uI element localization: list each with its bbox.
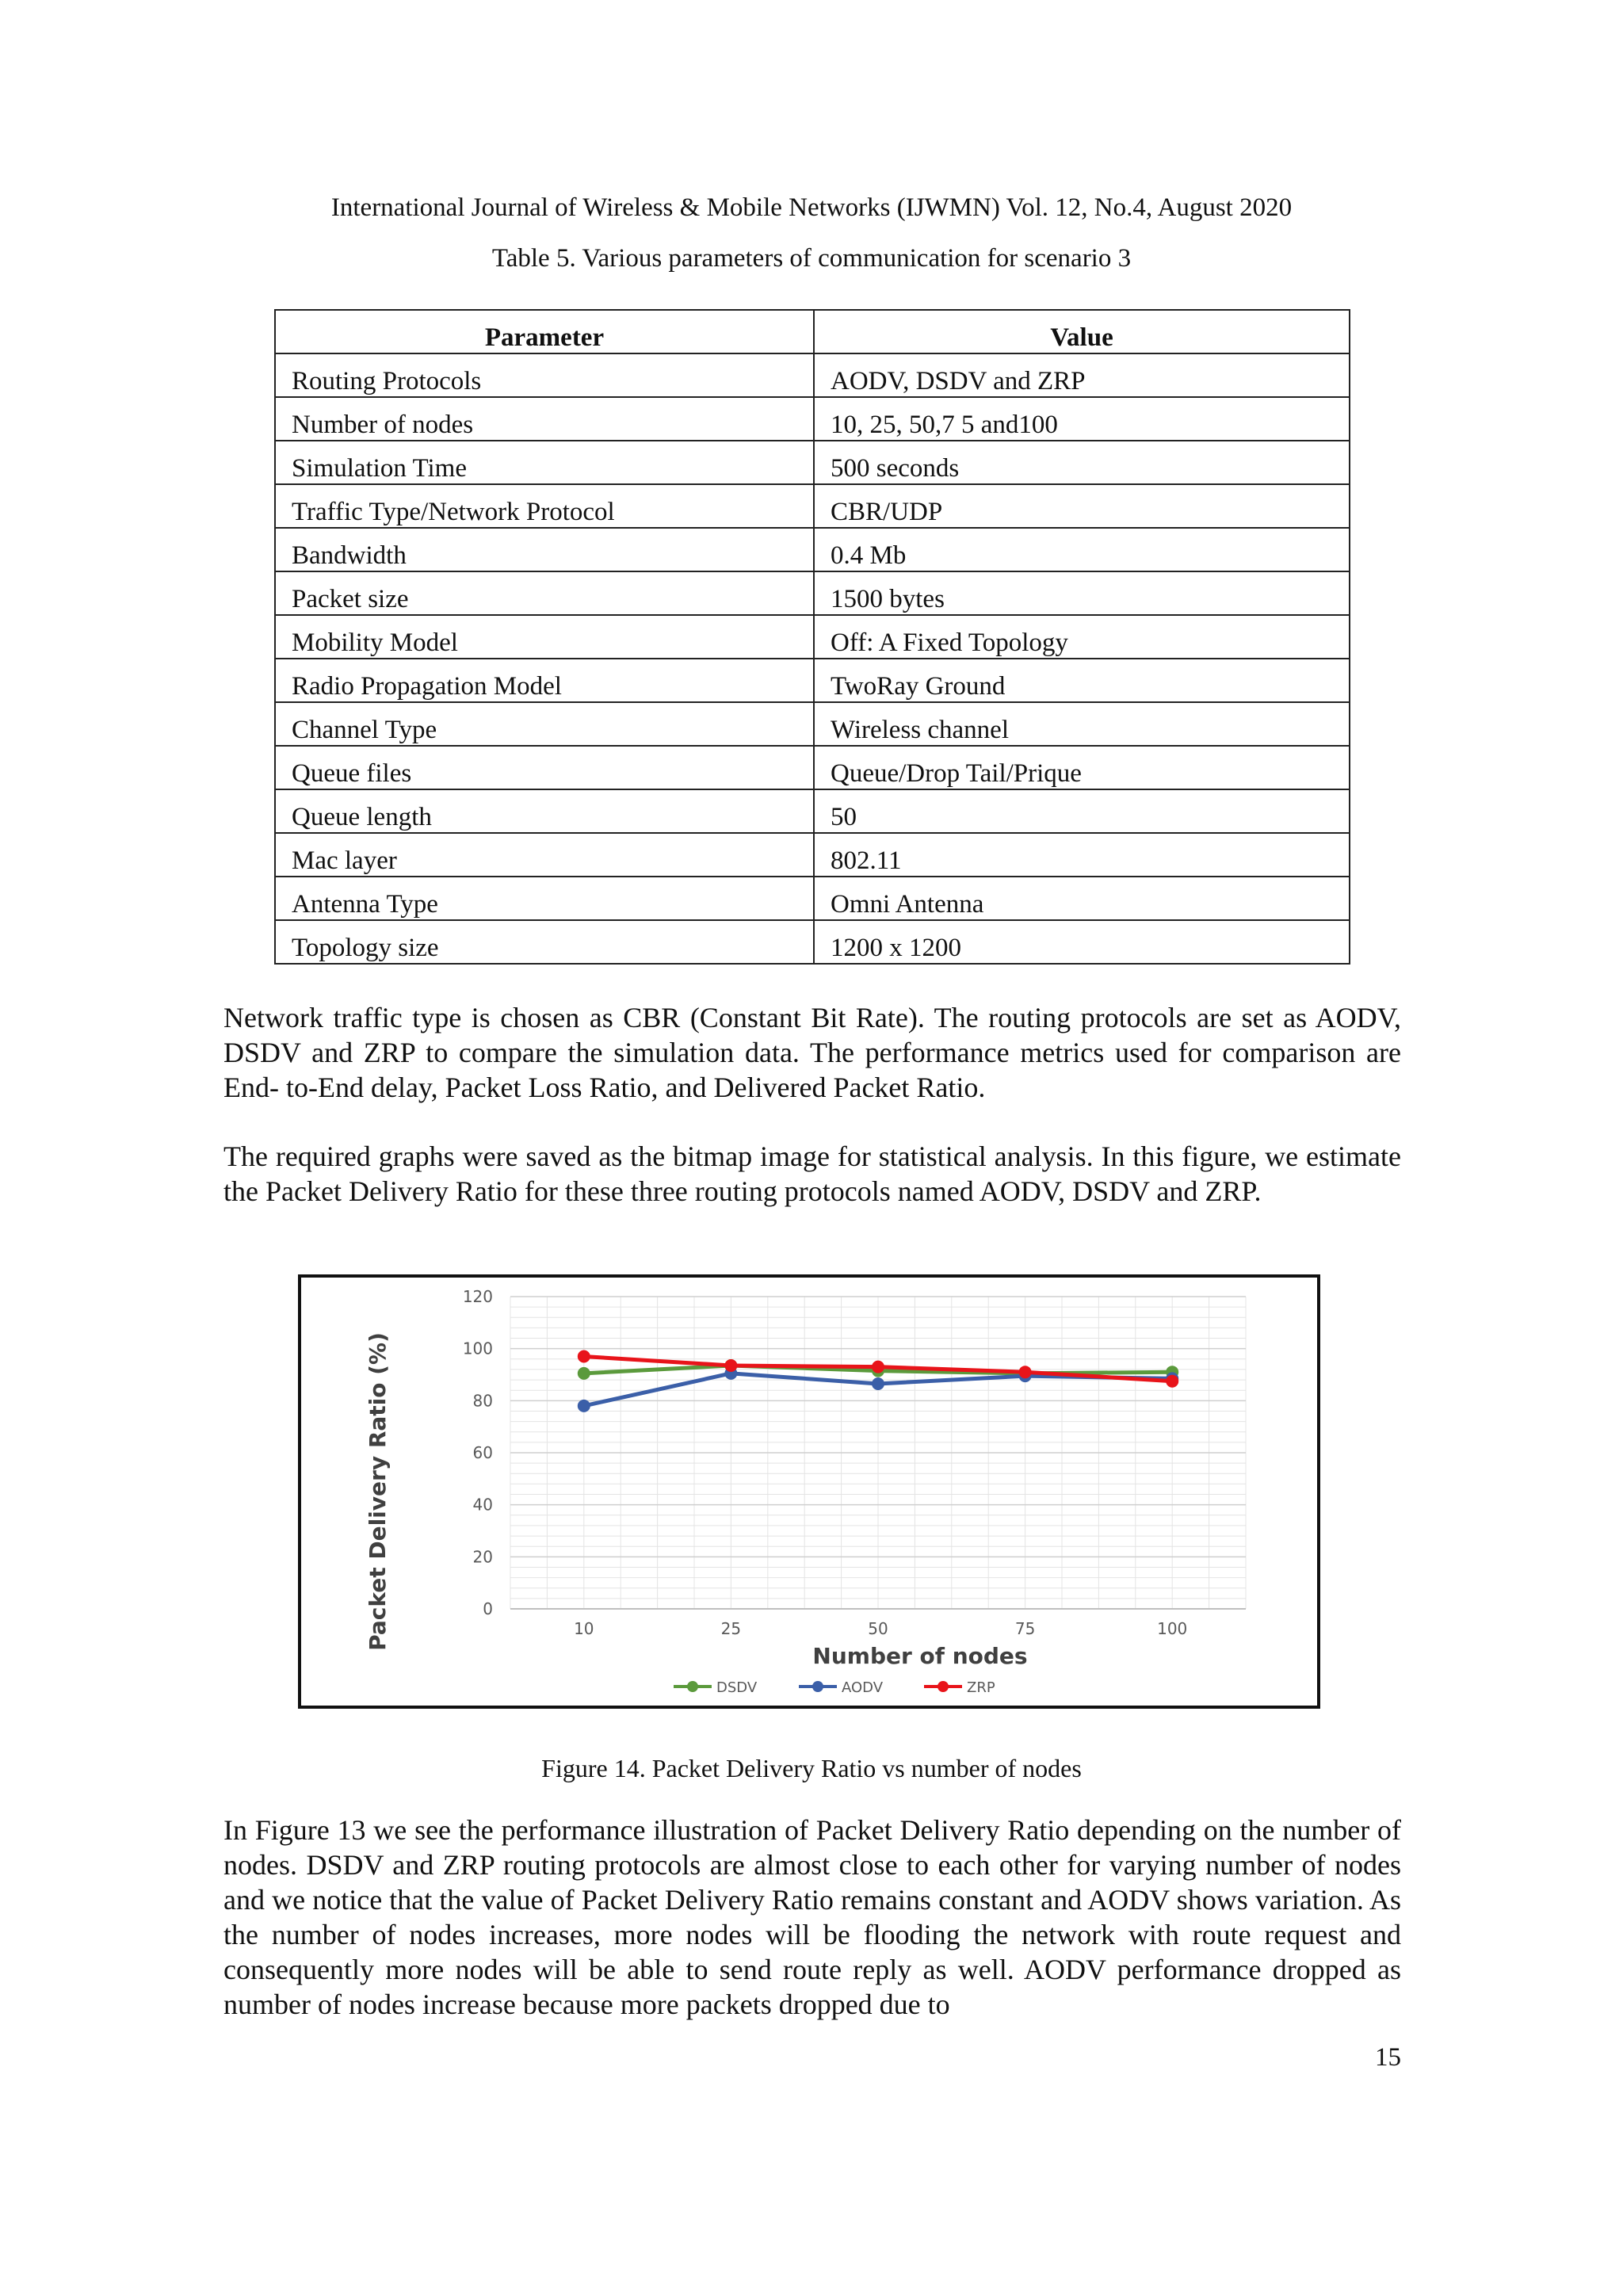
data-point-aodv xyxy=(872,1377,884,1390)
value-cell: 1200 x 1200 xyxy=(814,920,1350,964)
parameter-cell: Routing Protocols xyxy=(275,353,814,397)
journal-header: International Journal of Wireless & Mobile Networks (IJWMN) Vol. 12, No.4, August 2020 xyxy=(330,193,1293,222)
legend-marker-aodv xyxy=(812,1681,823,1692)
x-tick-label: 100 xyxy=(1157,1619,1188,1638)
data-point-zrp xyxy=(1019,1366,1032,1378)
x-tick-label: 75 xyxy=(1014,1619,1036,1638)
data-point-zrp xyxy=(872,1361,884,1373)
table-row xyxy=(275,353,1350,397)
table-row xyxy=(275,441,1350,484)
y-tick-label: 40 xyxy=(472,1495,493,1515)
table-row xyxy=(275,702,1350,746)
y-tick-label: 60 xyxy=(472,1443,493,1462)
value-cell: 0.4 Mb xyxy=(814,528,1350,571)
x-tick-label: 10 xyxy=(574,1619,594,1638)
value-cell: 500 seconds xyxy=(814,441,1350,484)
table-row xyxy=(275,397,1350,441)
parameters-table xyxy=(274,309,1350,965)
table-row xyxy=(275,746,1350,789)
value-cell: 802.11 xyxy=(814,833,1350,877)
y-axis-label: Packet Delivery Ratio (%) xyxy=(365,1332,391,1651)
x-tick-label: 25 xyxy=(720,1619,742,1638)
value-cell: Omni Antenna xyxy=(814,877,1350,920)
parameter-cell: Traffic Type/Network Protocol xyxy=(275,484,814,528)
y-tick-label: 80 xyxy=(472,1391,493,1411)
packet-delivery-chart xyxy=(301,1278,1317,1706)
data-point-zrp xyxy=(724,1359,737,1372)
table-row xyxy=(275,615,1350,659)
x-tick-label: 50 xyxy=(868,1619,888,1638)
value-cell: 10, 25, 50,7 5 and100 xyxy=(814,397,1350,441)
data-point-dsdv xyxy=(578,1367,590,1380)
y-tick-label: 100 xyxy=(462,1339,493,1358)
figure-caption: Figure 14. Packet Delivery Ratio vs number of nodes xyxy=(541,1754,1082,1782)
table-row xyxy=(275,659,1350,702)
table-row xyxy=(275,920,1350,964)
table-row xyxy=(275,833,1350,877)
table-caption: Table 5. Various parameters of communication for scenario 3 xyxy=(491,244,1132,273)
column-header-value: Value xyxy=(814,310,1350,353)
table-header-row xyxy=(275,310,1350,353)
value-cell: Queue/Drop Tail/Prique xyxy=(814,746,1350,789)
value-cell: AODV, DSDV and ZRP xyxy=(814,353,1350,397)
data-point-zrp xyxy=(1166,1375,1178,1388)
x-axis-label: Number of nodes xyxy=(812,1643,1028,1669)
paragraph-traffic-type: Network traffic type is chosen as CBR (Constant Bit Rate). The routing protocols are set as AODV, DSDV and ZRP to compare the simulation data. The performance metrics used for comparison are End- to-End delay, Packet Loss Ratio, and Delivered Packet Ratio. xyxy=(223,1002,1401,1103)
parameter-cell: Packet size xyxy=(275,571,814,615)
chart-gridlines xyxy=(510,1297,1246,1609)
parameter-cell: Channel Type xyxy=(275,702,814,746)
table-row xyxy=(275,789,1350,833)
table-row xyxy=(275,571,1350,615)
value-cell: Wireless channel xyxy=(814,702,1350,746)
legend-label-zrp: ZRP xyxy=(967,1679,995,1696)
chart-axes xyxy=(463,1287,1187,1638)
data-point-aodv xyxy=(578,1400,590,1412)
y-tick-label: 120 xyxy=(462,1287,493,1306)
legend-label-dsdv: DSDV xyxy=(716,1679,758,1696)
value-cell: 50 xyxy=(814,789,1350,833)
table-row xyxy=(275,877,1350,920)
parameter-cell: Queue files xyxy=(275,746,814,789)
page-number: 15 xyxy=(1375,2043,1401,2072)
parameter-cell: Simulation Time xyxy=(275,441,814,484)
parameter-cell: Mac layer xyxy=(275,833,814,877)
parameter-cell: Topology size xyxy=(275,920,814,964)
data-point-zrp xyxy=(578,1350,590,1363)
parameter-cell: Radio Propagation Model xyxy=(275,659,814,702)
figure-frame xyxy=(298,1274,1320,1709)
value-cell: TwoRay Ground xyxy=(814,659,1350,702)
chart-legend xyxy=(674,1679,995,1696)
paragraph-graphs: The required graphs were saved as the bitmap image for statistical analysis. In this figure, we estimate the Packet Delivery Ratio for these three routing protocols named AODV, DSDV and ZRP. xyxy=(223,1140,1401,1207)
value-cell: Off: A Fixed Topology xyxy=(814,615,1350,659)
legend-marker-dsdv xyxy=(687,1681,698,1692)
parameter-cell: Antenna Type xyxy=(275,877,814,920)
y-tick-label: 20 xyxy=(472,1547,493,1567)
value-cell: 1500 bytes xyxy=(814,571,1350,615)
parameter-cell: Bandwidth xyxy=(275,528,814,571)
legend-label-aodv: AODV xyxy=(842,1679,884,1696)
legend-marker-zrp xyxy=(938,1681,949,1692)
table-row xyxy=(275,528,1350,571)
parameter-cell: Mobility Model xyxy=(275,615,814,659)
paragraph-analysis: In Figure 13 we see the performance illustration of Packet Delivery Ratio depending on the number of nodes. DSDV and ZRP routing protocols are almost close to each other for varying number of nodes and we notice that the value of Packet Delivery Ratio remains constant and AODV shows variation. As the number of nodes increases, more nodes will be flooding the network with route request and consequently more nodes will be able to send route reply as well. AODV performance dropped as number of nodes increase because more packets dropped due to xyxy=(223,1814,1401,2020)
column-header-parameter: Parameter xyxy=(275,310,814,353)
parameter-cell: Queue length xyxy=(275,789,814,833)
y-tick-label: 0 xyxy=(483,1599,493,1618)
value-cell: CBR/UDP xyxy=(814,484,1350,528)
table-row xyxy=(275,484,1350,528)
parameter-cell: Number of nodes xyxy=(275,397,814,441)
